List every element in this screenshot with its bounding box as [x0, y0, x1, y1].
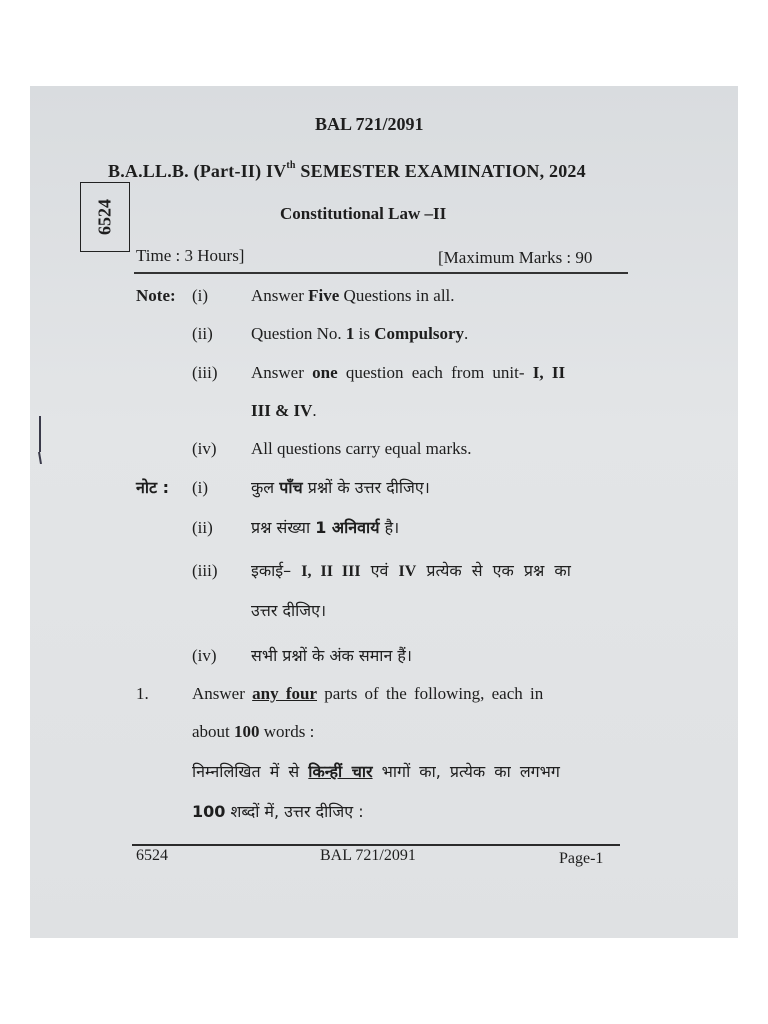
exam-title-main: B.A.LL.B. (Part-II) IV [108, 161, 287, 181]
footer-divider [132, 844, 620, 846]
pen-mark [38, 416, 42, 464]
footer-paper-code: BAL 721/2091 [320, 847, 416, 864]
question-text: Answer any four parts of the following, each in [192, 684, 544, 703]
note-number: (i) [192, 286, 209, 305]
note-text-hindi: सभी प्रश्नों के अंक समान हैं। [251, 646, 412, 665]
header-divider [134, 272, 628, 274]
note-number: (ii) [192, 324, 213, 343]
note-text-hindi: प्रश्न संख्या 1 अनिवार्य है। [251, 518, 400, 537]
note-number: (iii) [192, 363, 218, 382]
side-code-box [80, 182, 130, 252]
note-number: (iii) [192, 561, 218, 580]
question-text-continuation: about 100 words : [192, 722, 315, 741]
exam-title [108, 160, 586, 182]
question-text-hindi: निम्नलिखित में से किन्हीं चार भागों का, प्रत्येक का लगभग [192, 762, 560, 781]
paper-code-header: BAL 721/2091 [315, 114, 424, 134]
footer-page-number: Page-1 [559, 850, 604, 867]
subject-title: Constitutional Law –II [280, 204, 447, 223]
note-text: Answer Five Questions in all. [251, 286, 455, 305]
exam-title-rest: SEMESTER EXAMINATION, 2024 [295, 161, 586, 181]
note-text: Answer one question each from unit- I, II [251, 363, 566, 382]
note-text: All questions carry equal marks. [251, 439, 472, 458]
exam-title-superscript: th [286, 160, 296, 171]
footer-paper-number: 6524 [136, 847, 168, 864]
time-allowed: Time : 3 Hours] [136, 246, 245, 265]
note-number: (ii) [192, 518, 213, 537]
note-label-hindi: नोट : [136, 478, 170, 497]
note-text-hindi-continuation: उत्तर दीजिए। [251, 601, 327, 620]
note-text-continuation: III & IV. [251, 401, 317, 420]
note-text-hindi: इकाई– I, II III एवं IV प्रत्येक से एक प्रश्न का [251, 561, 571, 580]
note-label: Note: [136, 286, 176, 305]
note-number: (iv) [192, 439, 217, 458]
question-number: 1. [136, 684, 149, 703]
note-text-hindi: कुल पाँच प्रश्नों के उत्तर दीजिए। [251, 478, 430, 497]
maximum-marks: [Maximum Marks : 90 [438, 248, 593, 267]
exam-paper-sheet [30, 86, 738, 938]
note-number: (iv) [192, 646, 217, 665]
question-text-hindi-continuation: 100 शब्दों में, उत्तर दीजिए : [192, 802, 364, 821]
note-text: Question No. 1 is Compulsory. [251, 324, 469, 343]
note-number: (i) [192, 478, 209, 497]
side-code: 6524 [94, 199, 115, 235]
